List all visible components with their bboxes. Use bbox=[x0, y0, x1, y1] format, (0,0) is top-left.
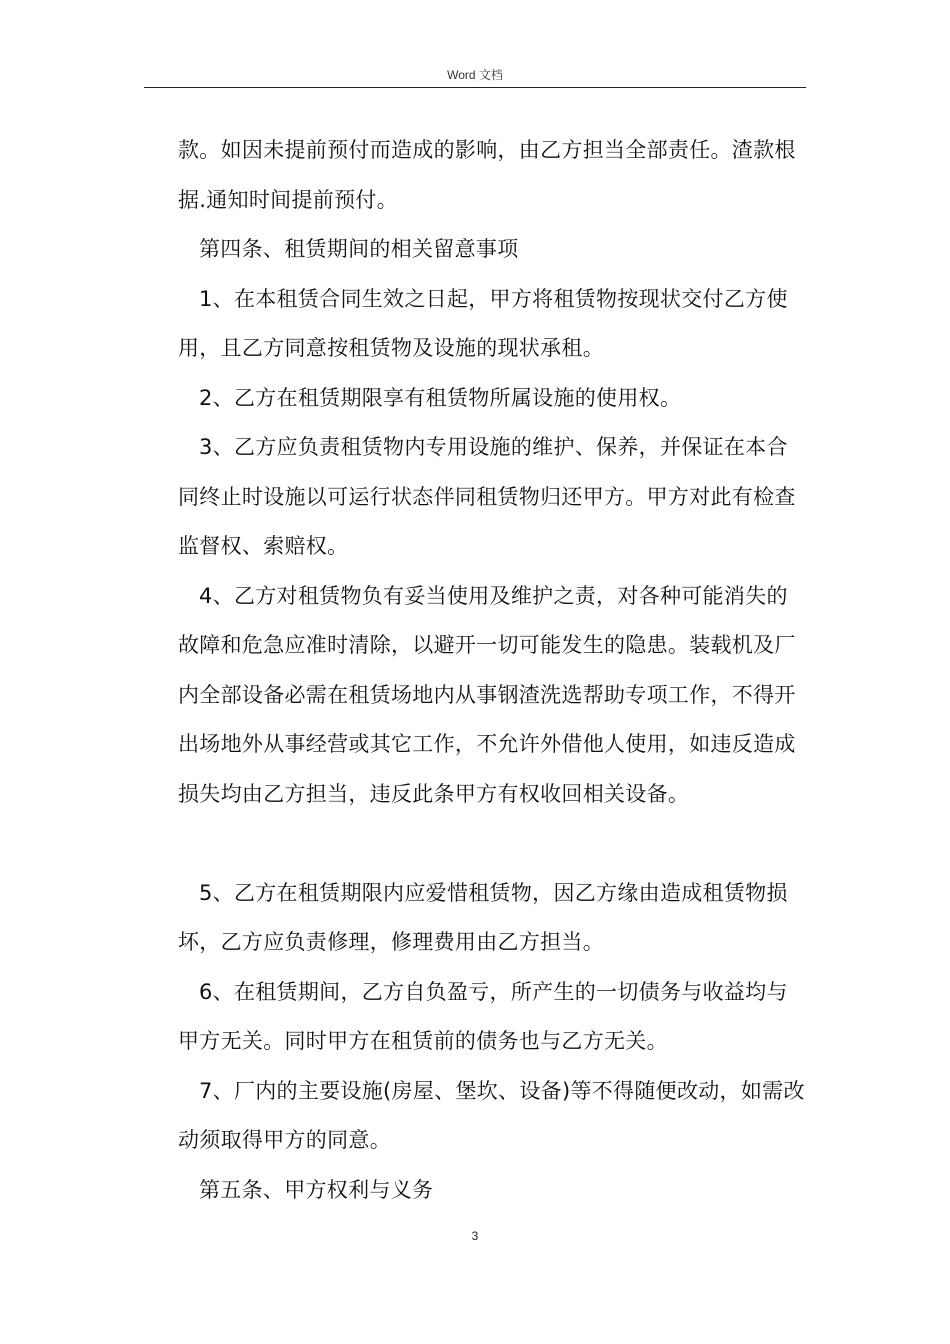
paragraph-clause-5: 5、乙方在租赁期限内应爱惜租赁物，因乙方缘由造成租赁物损坏，乙方应负责修理，修理费用由乙方担当。 bbox=[178, 880, 788, 954]
heading-article-4: 第四条、租赁期间的相关留意事项 bbox=[199, 237, 519, 261]
blank-line bbox=[178, 819, 806, 869]
document-header: Word 文档 bbox=[447, 68, 503, 82]
paragraph-clause-4: 4、乙方对租赁物负有妥当使用及维护之责，对各种可能消失的故障和危急应准时清除，以避开一切可能发生的隐患。装载机及厂内全部设备必需在租赁场地内从事钢渣洗选帮助专项工作，不得开出场地外从事经营或其它工作，不允许外借他人使用，如违反造成损失均由乙方担当，违反此条甲方有权收回相关设备。 bbox=[178, 583, 796, 806]
paragraph-clause-2: 2、乙方在租赁期限享有租赁物所属设施的使用权。 bbox=[199, 385, 682, 410]
heading-article-5: 第五条、甲方权利与义务 bbox=[199, 1177, 434, 1202]
paragraph-continuation: 款。如因未提前预付而造成的影响，由乙方担当全部责任。渣款根据.通知时间提前预付。 bbox=[178, 138, 796, 212]
document-body bbox=[178, 126, 806, 1215]
paragraph-clause-7: 7、厂内的主要设施(房屋、堡坎、设备)等不得随便改动，如需改动须取得甲方的同意。 bbox=[178, 1078, 805, 1152]
paragraph-clause-6: 6、在租赁期间，乙方自负盈亏，所产生的一切债务与收益均与甲方无关。同时甲方在租赁前的债务也与乙方无关。 bbox=[178, 979, 788, 1053]
page-number: 3 bbox=[471, 1229, 479, 1243]
paragraph-clause-1: 1、在本租赁合同生效之日起，甲方将租赁物按现状交付乙方使用，且乙方同意按租赁物及设施的现状承租。 bbox=[178, 286, 788, 360]
header-divider bbox=[144, 87, 806, 88]
paragraph-clause-3: 3、乙方应负责租赁物内专用设施的维护、保养，并保证在本合同终止时设施以可运行状态伴同租赁物归还甲方。甲方对此有检查监督权、索赔权。 bbox=[178, 435, 796, 558]
